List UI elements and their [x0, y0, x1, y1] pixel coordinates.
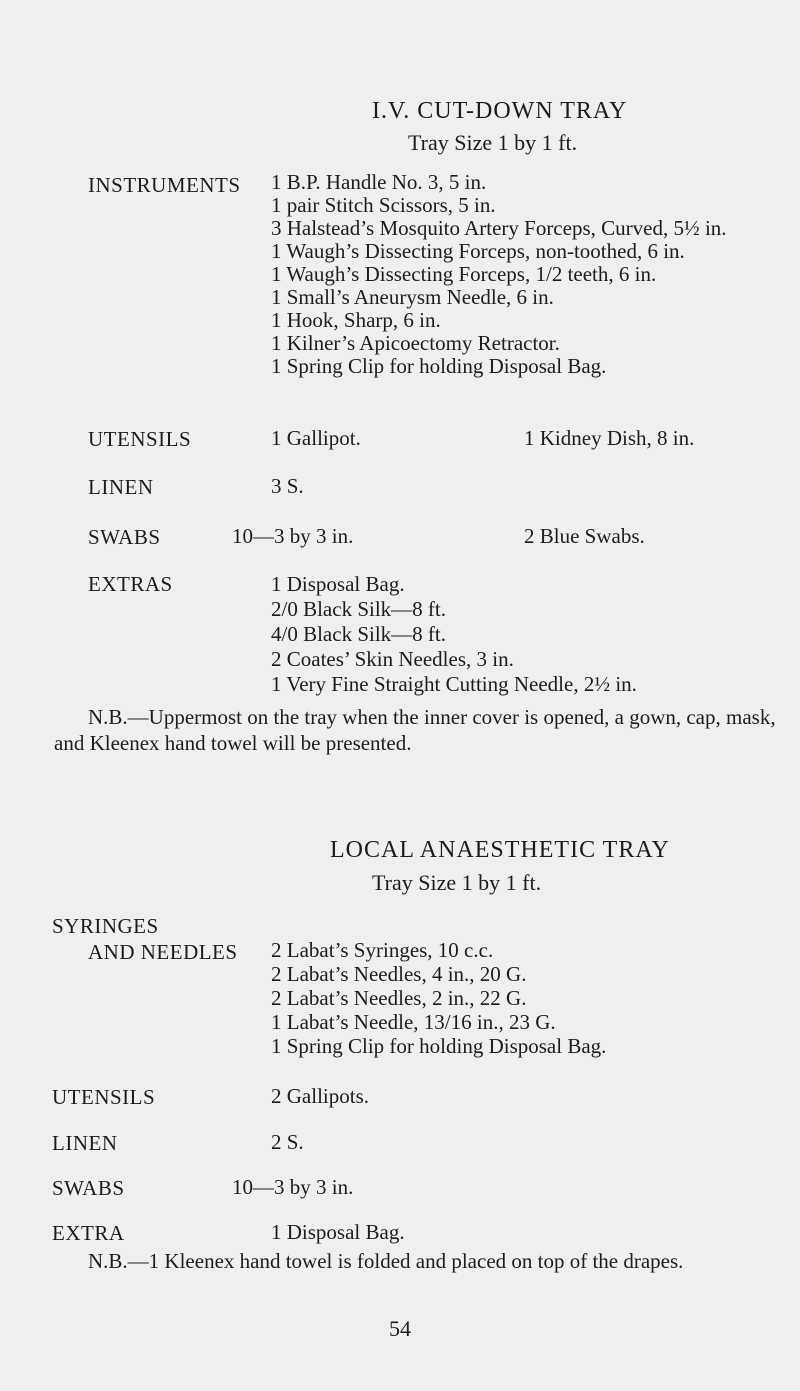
- la-extra-label: EXTRA: [52, 1221, 125, 1245]
- iv-tray-note: N.B.—Uppermost on the tray when the inner cover is opened, a gown, cap, mask,: [88, 705, 776, 729]
- swabs-value-2: 2 Blue Swabs.: [524, 524, 645, 548]
- instruments-label: INSTRUMENTS: [88, 173, 241, 197]
- list-item: 1 Disposal Bag.: [271, 572, 405, 596]
- list-item: 2 Labat’s Needles, 2 in., 22 G.: [271, 986, 527, 1010]
- list-item: 3 Halstead’s Mosquito Artery Forceps, Curved, 5½ in.: [271, 216, 727, 240]
- swabs-value: 10—3 by 3 in.: [232, 524, 354, 548]
- extras-label: EXTRAS: [88, 572, 173, 596]
- la-tray-note: N.B.—1 Kleenex hand towel is folded and placed on top of the drapes.: [88, 1249, 684, 1273]
- la-tray-subtitle: Tray Size 1 by 1 ft.: [372, 870, 542, 895]
- list-item: 1 Small’s Aneurysm Needle, 6 in.: [271, 285, 554, 309]
- needles-label: AND NEEDLES: [88, 940, 238, 964]
- iv-tray-title: I.V. CUT-DOWN TRAY: [372, 98, 628, 124]
- list-item: 1 Spring Clip for holding Disposal Bag.: [271, 1034, 607, 1058]
- list-item: 1 B.P. Handle No. 3, 5 in.: [271, 170, 487, 194]
- la-tray-title: LOCAL ANAESTHETIC TRAY: [330, 837, 670, 863]
- syringes-list: [271, 939, 606, 1059]
- swabs-label: SWABS: [88, 525, 161, 549]
- utensils-label: UTENSILS: [88, 427, 192, 451]
- la-utensils-label: UTENSILS: [52, 1085, 156, 1109]
- linen-value: 3 S.: [271, 474, 304, 498]
- syringes-label: SYRINGES: [52, 914, 159, 938]
- list-item: 1 Labat’s Needle, 13/16 in., 23 G.: [271, 1010, 556, 1034]
- la-swabs-label: SWABS: [52, 1176, 125, 1200]
- la-linen-label: LINEN: [52, 1131, 118, 1155]
- list-item: 1 Hook, Sharp, 6 in.: [271, 308, 441, 332]
- list-item: 4/0 Black Silk—8 ft.: [271, 622, 446, 646]
- instruments-list: [271, 171, 727, 378]
- utensils-value: 1 Gallipot.: [271, 426, 361, 450]
- la-extra-value: 1 Disposal Bag.: [271, 1220, 405, 1244]
- list-item: 1 pair Stitch Scissors, 5 in.: [271, 193, 496, 217]
- extras-list: [271, 573, 637, 698]
- list-item: 1 Waugh’s Dissecting Forceps, 1/2 teeth, 6 in.: [271, 262, 657, 286]
- iv-tray-subtitle: Tray Size 1 by 1 ft.: [408, 130, 578, 155]
- list-item: 2/0 Black Silk—8 ft.: [271, 597, 446, 621]
- list-item: 2 Labat’s Needles, 4 in., 20 G.: [271, 962, 527, 986]
- list-item: 1 Very Fine Straight Cutting Needle, 2½ in.: [271, 672, 637, 696]
- utensils-value-2: 1 Kidney Dish, 8 in.: [524, 426, 695, 450]
- list-item: 1 Waugh’s Dissecting Forceps, non-toothed, 6 in.: [271, 239, 685, 263]
- list-item: 2 Labat’s Syringes, 10 c.c.: [271, 938, 494, 962]
- iv-tray-note-continued: and Kleenex hand towel will be presented.: [54, 731, 412, 755]
- list-item: 1 Spring Clip for holding Disposal Bag.: [271, 354, 607, 378]
- list-item: 2 Coates’ Skin Needles, 3 in.: [271, 647, 514, 671]
- linen-label: LINEN: [88, 475, 154, 499]
- la-linen-value: 2 S.: [271, 1130, 304, 1154]
- page-number: 54: [389, 1316, 411, 1341]
- la-utensils-value: 2 Gallipots.: [271, 1084, 369, 1108]
- la-swabs-value: 10—3 by 3 in.: [232, 1175, 354, 1199]
- list-item: 1 Kilner’s Apicoectomy Retractor.: [271, 331, 560, 355]
